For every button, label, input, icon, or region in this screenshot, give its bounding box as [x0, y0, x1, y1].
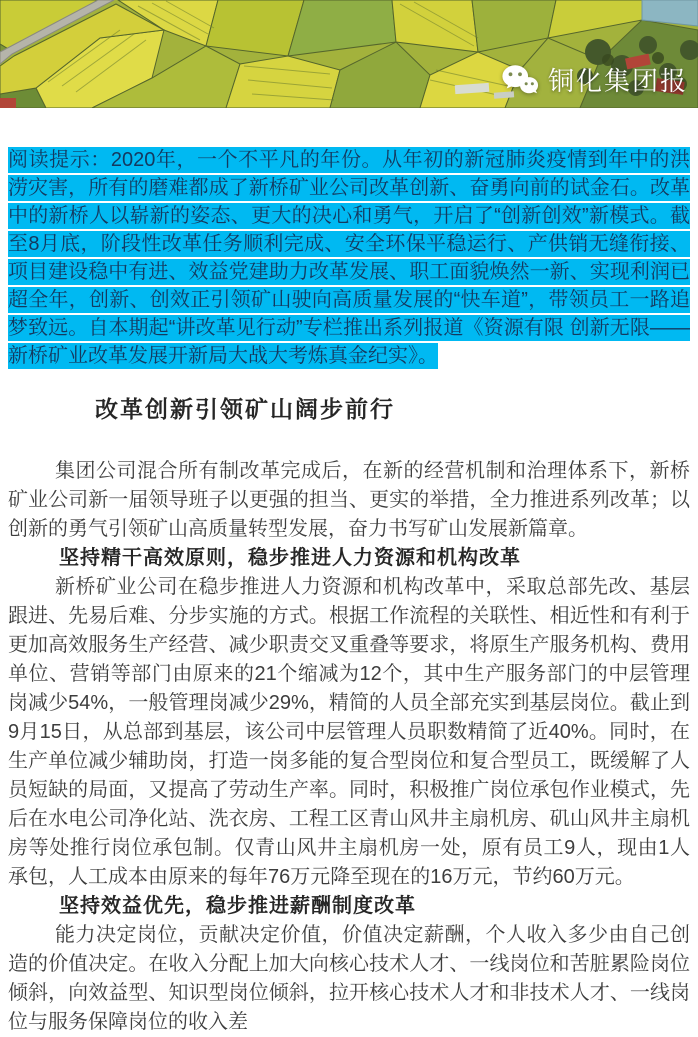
section-subheading-hr-reform: 坚持精干高效原则，稳步推进人力资源和机构改革 — [59, 547, 521, 569]
brand-badge — [501, 61, 688, 98]
paragraph-intro: 集团公司混合所有制改革完成后，在新的经营机制和治理体系下，新桥矿业公司新一届领导班子以更强的担当、更实的举措，全力推进系列改革；以创新的勇气引领矿山高质量转型发展，奋力书写矿山发展新篇章。 — [8, 460, 690, 540]
article-body — [8, 457, 690, 1037]
wechat-icon — [501, 63, 539, 97]
header-photo — [0, 0, 698, 108]
paragraph-salary-reform: 能力决定岗位，贡献决定价值，价值决定薪酬，个人收入多少由自己创造的价值决定。在收入分配上加大向核心技术人才、一线岗位和苦脏累险岗位倾斜，向效益型、知识型岗位倾斜，拉开核心技术人才和非技术人才、一线岗位与服务保障岗位的收入差 — [8, 924, 690, 1033]
brand-name: 铜化集团报 — [547, 66, 688, 96]
article-title: 改革创新引领矿山阔步前行 — [95, 397, 395, 422]
section-subheading-salary-reform: 坚持效益优先，稳步推进薪酬制度改革 — [59, 895, 416, 917]
paragraph-hr-reform: 新桥矿业公司在稳步推进人力资源和机构改革中，采取总部先改、基层跟进、先易后难、分步实施的方式。根据工作流程的关联性、相近性和有利于更加高效服务生产经营、减少职责交叉重叠等要求，将原生产服务机构、费用单位、营销等部门由原来的21个缩减为12个，其中生产服务部门的中层管理岗减少54%，一般管理岗减少29%，精简的人员全部充实到基层岗位。截止到9月15日，从总部到基层，该公司中层管理人员职数精简了近40%。同时，在生产单位减少辅助岗，打造一岗多能的复合型岗位和复合型员工，既缓解了人员短缺的局面，又提高了劳动生产率。同时，积极推广岗位承包作业模式，先后在水电公司净化站、洗衣房、工程工区青山风井主扇机房、矶山风井主扇机房等处推行岗位承包制。仅青山风井主扇机房一处，原有员工9人，现由1人承包，人工成本由原来的每年76万元降至现在的16万元，节约60万元。 — [8, 576, 690, 888]
reading-tip — [8, 146, 690, 370]
reading-tip-text: 阅读提示：2020年，一个不平凡的年份。从年初的新冠肺炎疫情到年中的洪涝灾害，所有的磨难都成了新桥矿业公司改革创新、奋勇向前的试金石。改革中的新桥人以崭新的姿态、更大的决心和勇气，开启了“创新创效”新模式。截至8月底，阶段性改革任务顺利完成、安全环保平稳运行、产供销无缝衔接、项目建设稳中有进、效益党建助力改革发展、职工面貌焕然一新、实现利润已超全年，创新、创效正引领矿山驶向高质量发展的“快车道”，带领员工一路追梦致远。自本期起“讲改革见行动”专栏推出系列报道《资源有限 创新无限——新桥矿业改革发展开新局大战大考炼真金纪实》。 — [8, 149, 690, 367]
